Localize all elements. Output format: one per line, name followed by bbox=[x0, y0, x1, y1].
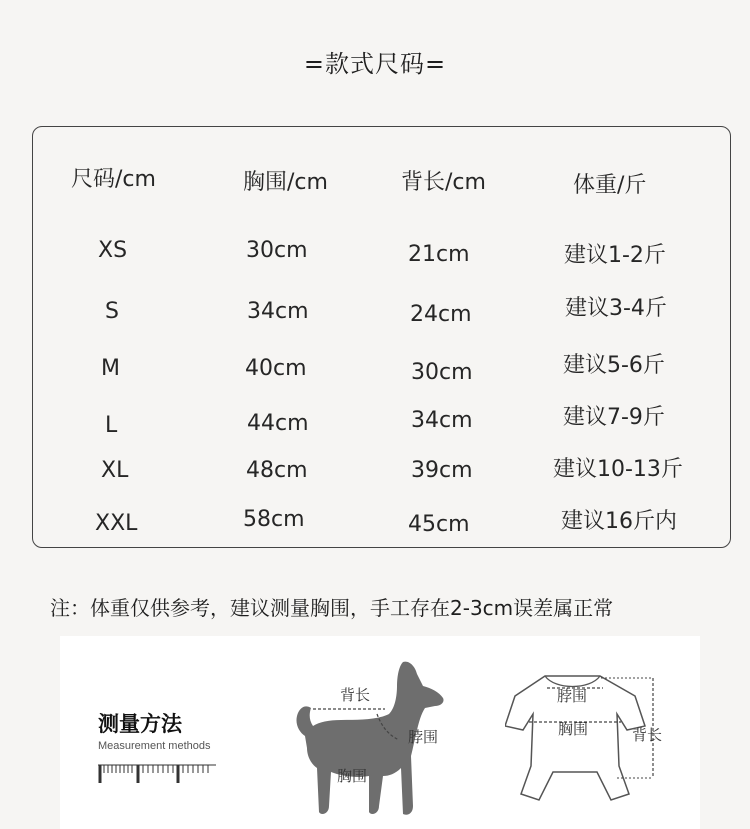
header-back: 背长/cm bbox=[401, 170, 486, 195]
header-weight: 体重/斤 bbox=[573, 173, 647, 198]
dog-label-back: 背长 bbox=[340, 686, 371, 704]
table-row-weight: 建议10-13斤 bbox=[553, 457, 683, 482]
table-row-back: 24cm bbox=[410, 302, 472, 327]
table-row-back: 21cm bbox=[408, 242, 470, 267]
table-row-size: M bbox=[101, 356, 120, 381]
table-row-weight: 建议3-4斤 bbox=[565, 296, 667, 321]
table-row-weight: 建议7-9斤 bbox=[563, 405, 665, 430]
dog-label-neck: 脖围 bbox=[408, 728, 439, 746]
garment-label-chest: 胸围 bbox=[558, 720, 589, 738]
table-row-chest: 58cm bbox=[243, 507, 305, 532]
table-row-chest: 40cm bbox=[245, 356, 307, 381]
table-row-weight: 建议5-6斤 bbox=[563, 353, 665, 378]
table-row-size: XXL bbox=[95, 511, 138, 536]
measurement-subtitle: Measurement methods bbox=[98, 740, 211, 752]
page-title: =款式尺码= bbox=[303, 50, 447, 78]
measurement-title: 测量方法 bbox=[98, 712, 182, 736]
dog-label-chest: 胸围 bbox=[337, 767, 368, 785]
table-row-chest: 48cm bbox=[246, 458, 308, 483]
size-note: 注：体重仅供参考，建议测量胸围，手工存在2-3cm误差属正常 bbox=[50, 596, 614, 620]
table-row-weight: 建议16斤内 bbox=[561, 509, 677, 534]
table-row-back: 30cm bbox=[411, 360, 473, 385]
header-size: 尺码/cm bbox=[71, 167, 156, 192]
table-row-back: 39cm bbox=[411, 458, 473, 483]
table-row-size: XS bbox=[98, 238, 128, 263]
header-chest: 胸围/cm bbox=[243, 170, 328, 195]
table-row-weight: 建议1-2斤 bbox=[564, 243, 666, 268]
size-table bbox=[32, 126, 731, 548]
table-row-chest: 44cm bbox=[247, 411, 309, 436]
table-row-size: S bbox=[105, 299, 119, 324]
table-row-size: XL bbox=[101, 458, 129, 483]
table-row-back: 45cm bbox=[408, 512, 470, 537]
garment-label-back: 背长 bbox=[632, 726, 663, 744]
ruler-icon bbox=[98, 761, 216, 785]
garment-label-neck: 脖围 bbox=[557, 687, 588, 705]
table-row-chest: 30cm bbox=[246, 238, 308, 263]
table-row-size: L bbox=[105, 413, 118, 438]
table-row-back: 34cm bbox=[411, 408, 473, 433]
table-row-chest: 34cm bbox=[247, 299, 309, 324]
